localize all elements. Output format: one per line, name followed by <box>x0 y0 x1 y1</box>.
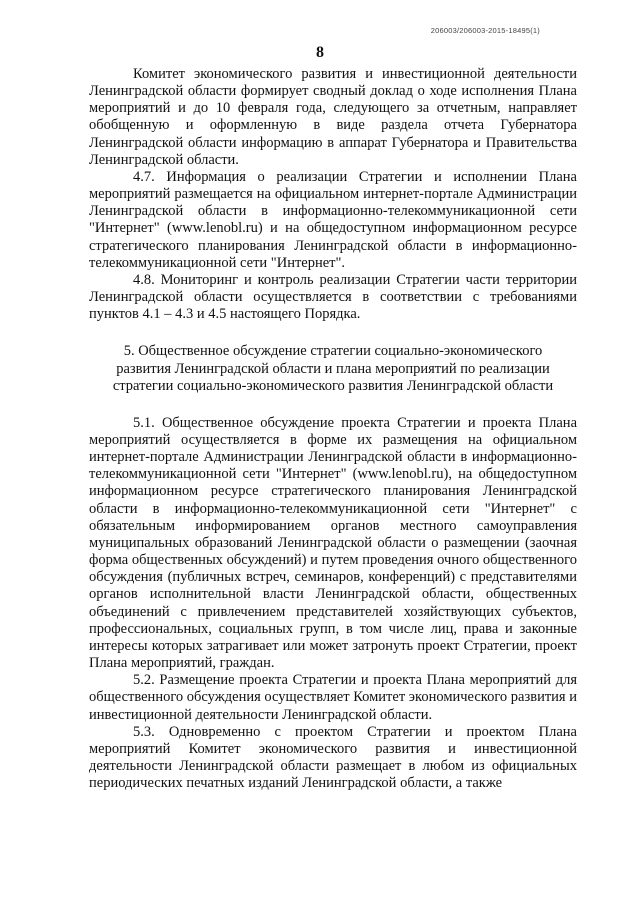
paragraph-5-3: 5.3. Одновременно с проектом Стратегии и проектом Плана мероприятий Комитет экономического развития и инвестиционной деятельности Ленинградской области размещает в любом из официальных периодических печатных изданий Ленинградской области, а также <box>89 723 577 792</box>
paragraph-4-6: Комитет экономического развития и инвестиционной деятельности Ленинградской области формирует сводный доклад о ходе исполнения Плана мероприятий и до 10 февраля года, следующего за отчетным, направляет обобщенную и оформленную в виде раздела отчета Губернатора Ленинградской области информацию в аппарат Губернатора и Правительства Ленинградской области. <box>89 66 577 168</box>
paragraph-5-2: 5.2. Размещение проекта Стратегии и проекта Плана мероприятий для общественного обсуждения осуществляет Комитет экономического развития и инвестиционной деятельности Ленинградской области. <box>89 672 577 723</box>
paragraph-4-7: 4.7. Информация о реализации Стратегии и исполнении Плана мероприятий размещается на официальном интернет-портале Администрации Ленинградской области в информационно-телекоммуникационной сети "Интернет" (www.lenobl.ru) и на общедоступном информационном ресурсе стратегического планирования Ленинградской области в информационно-телекоммуникационной сети "Интернет". <box>89 168 577 271</box>
paragraph-4-8: 4.8. Мониторинг и контроль реализации Стратегии части территории Ленинградской области осуществляется в соответствии с требованиями пунктов 4.1 – 4.3 и 4.5 настоящего Порядка. <box>89 271 577 323</box>
document-id: 206003/206003-2015-18495(1) <box>430 26 540 35</box>
section-heading-line: развития Ленинградской области и плана мероприятий по реализации <box>116 360 550 377</box>
document-body <box>89 66 577 792</box>
section-5-heading <box>89 343 577 396</box>
paragraph-5-1: 5.1. Общественное обсуждение проекта Стратегии и проекта Плана мероприятий осуществляется в форме их размещения на официальном интернет-портале Администрации Ленинградской области в информационно-телекоммуникационной сети "Интернет" (www.lenobl.ru), на общедоступном информационном ресурсе стратегического планирования Ленинградской области в информационно-телекоммуникационной сети "Интернет" с обязательным информированием органов местного самоуправления муниципальных образований Ленинградской области о размещении (заочная форма общественных обсуждений) и путем проведения очного общественного обсуждения (публичных встреч, семинаров, конференций) с представителями органов исполнительной власти Ленинградской области, общественных объединений с привлечением представителей хозяйствующих субъектов, профессиональных, социальных групп, в том числе лиц, права и законные интересы которых затрагивает или может затронуть проект Стратегии, проект Плана мероприятий, граждан. <box>89 414 577 672</box>
section-heading-line: 5. Общественное обсуждение стратегии социально-экономического <box>123 343 543 360</box>
section-heading-line: стратегии социально-экономического развития Ленинградской области <box>112 378 554 395</box>
page-number: 8 <box>316 44 324 61</box>
